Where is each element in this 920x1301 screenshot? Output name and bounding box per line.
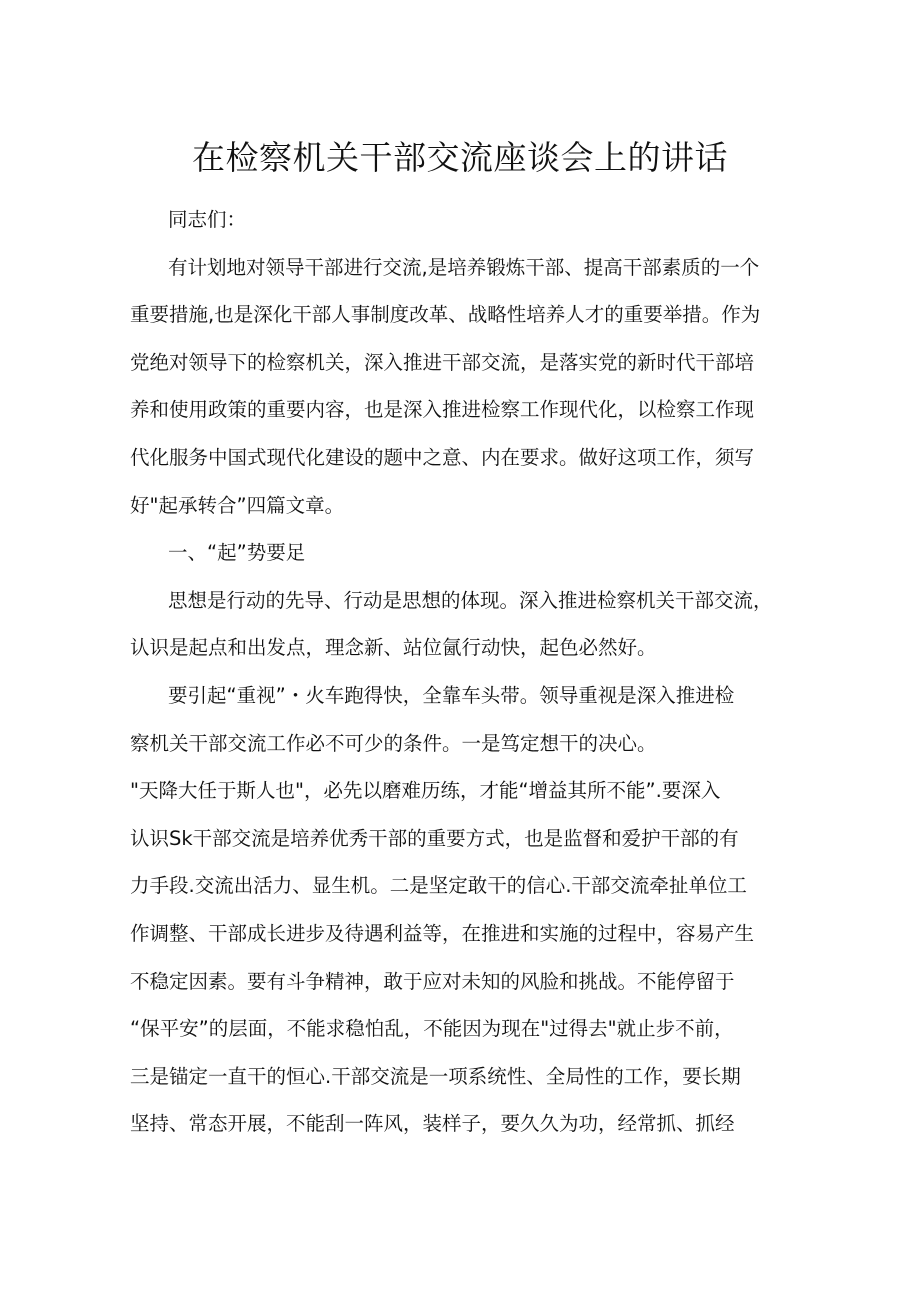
text-line: “保平安”的层面，不能求稳怕乱，不能因为现在"过得去"就止步不前，	[130, 1017, 734, 1041]
text-line: "天降大任于斯人也"，必先以磨难历练，才能“增益其所不能”.要深入	[130, 779, 721, 803]
text-line: 党绝对领导下的检察机关，深入推进干部交流，是落实党的新时代干部培	[130, 350, 755, 374]
text-line: 坚持、常态开展，不能刮一阵风，装样子，要久久为功，经常抓、抓经	[130, 1112, 735, 1136]
document-body	[130, 196, 790, 1148]
text-line: 养和使用政策的重要内容，也是深入推进检察工作现代化，以检察工作现	[130, 398, 755, 422]
text-line: 重要措施,也是深化干部人事制度改革、战略性培养人才的重要举措。作为	[130, 303, 761, 327]
text-line: 有计划地对领导干部进行交流,是培养锻炼干部、提高干部素质的一个	[168, 255, 760, 279]
text-line: 作调整、干部成长进步及待遇利益等，在推进和实施的过程中，容易产生	[130, 921, 755, 945]
text-line: 要引起“重视”・火车跑得快，全靠车头带。领导重视是深入推进检	[168, 683, 735, 707]
text-line: 不稳定因素。要有斗争精神，敢于应对未知的风脸和挑战。不能停留于	[130, 969, 735, 993]
document-title: 在检察机关干部交流座谈会上的讲话	[192, 138, 728, 177]
text-line: 同志们：	[168, 208, 247, 231]
text-line: 思想是行动的先导、行动是思想的体现。深入推进检察机关干部交流，	[168, 588, 773, 612]
text-line: 察机关干部交流工作必不可少的条件。一是笃定想干的决心。	[130, 731, 657, 755]
text-line: 认识Sk干部交流是培养优秀干部的重要方式，也是监督和爱护干部的有	[130, 826, 739, 850]
text-line: 认识是起点和出发点，理念新、站位氤行动快，起色必然好。	[130, 636, 657, 660]
text-line: 力手段.交流出活力、显生机。二是坚定敢干的信心.干部交流牵扯单位工	[130, 874, 747, 898]
text-line: 好"起承转合”四篇文章。	[130, 493, 345, 517]
text-line: 一、“起”势要足	[168, 541, 306, 565]
text-line: 代化服务中国式现代化建设的题中之意、内在要求。做好这项工作，须写	[130, 445, 755, 469]
text-line: 三是锚定一直干的恒心.干部交流是一项系统性、全局性的工作，要长期	[130, 1064, 741, 1088]
